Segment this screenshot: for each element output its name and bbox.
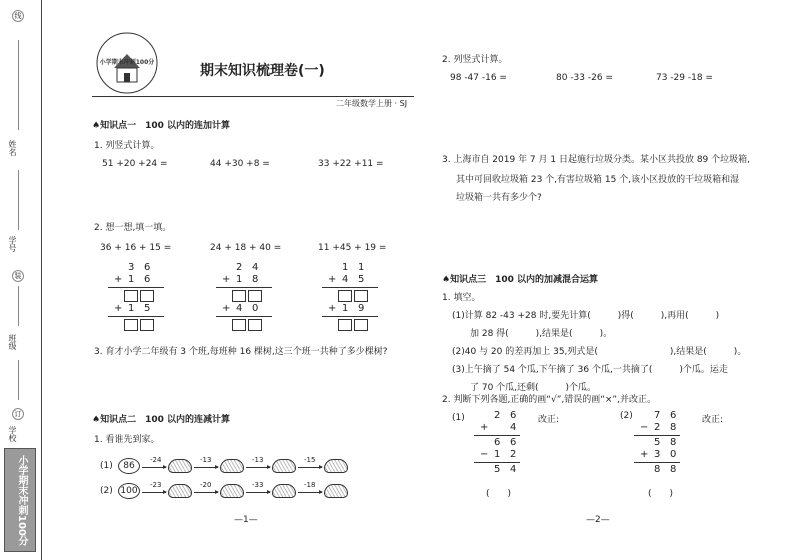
- answer-box[interactable]: [124, 319, 138, 331]
- judge1-answer[interactable]: ( ): [486, 489, 512, 499]
- digit: 1: [342, 303, 349, 314]
- page-subtitle: 二年级数学上册 · SJ: [336, 99, 408, 108]
- label-number: 学号: [8, 236, 17, 252]
- margin-line: [18, 286, 19, 326]
- q1-item-1: 51 +20 +24 =: [102, 159, 168, 169]
- page-title: 期末知识梳理卷(一): [200, 63, 325, 79]
- chain1-arrow: [298, 467, 322, 468]
- digit: 6: [144, 274, 151, 285]
- chain2-arrow: [246, 492, 270, 493]
- hedgehog-box[interactable]: [168, 459, 192, 473]
- chain2-start: 100: [118, 483, 140, 499]
- operator: +: [640, 449, 649, 460]
- judge1-calc: [474, 410, 520, 476]
- q2-item-1: 36 + 16 + 15 =: [100, 243, 172, 253]
- digit: 8: [670, 422, 677, 433]
- digit: 2: [510, 449, 517, 460]
- digit: 8: [654, 464, 661, 475]
- q1-item-3: 33 +22 +11 =: [318, 159, 384, 169]
- chain2-arrow: [298, 492, 322, 493]
- digit: 6: [510, 437, 517, 448]
- page-number-left: —1—: [234, 515, 258, 525]
- digit: 9: [358, 303, 365, 314]
- q2-item-3: 11 +45 + 19 =: [318, 243, 387, 253]
- k2-q1-label: 1. 看谁先到家。: [94, 435, 160, 445]
- logo-text: 小学期末冲刺100分: [99, 59, 155, 66]
- spade-icon: ♠: [92, 415, 101, 425]
- q2-label: 2. 想一想,填一填。: [94, 223, 172, 233]
- digit: 1: [236, 274, 243, 285]
- operator: +: [114, 274, 123, 285]
- fill-3-line1: (3)上午摘了 54 个瓜,下午摘了 36 个瓜,一共摘了( )个瓜。运走: [452, 365, 728, 375]
- hole-mark-1: 装: [12, 270, 24, 282]
- hedgehog-box[interactable]: [220, 459, 244, 473]
- section-knowledge-1: ♠知识点一 100 以内的连加计算: [92, 121, 230, 131]
- digit: 8: [670, 464, 677, 475]
- answer-box[interactable]: [140, 290, 154, 302]
- fill-label: 1. 填空。: [442, 293, 481, 303]
- spade-icon: ♠: [92, 121, 101, 131]
- hedgehog-box[interactable]: [272, 459, 296, 473]
- operator: +: [222, 303, 231, 314]
- digit: 5: [494, 464, 501, 475]
- header-rule: [92, 96, 414, 97]
- digit: 2: [654, 422, 661, 433]
- digit: 0: [252, 303, 259, 314]
- answer-box[interactable]: [232, 319, 246, 331]
- digit: 5: [144, 303, 151, 314]
- operator: −: [640, 422, 649, 433]
- right-q2-item-2: 80 -33 -26 =: [556, 73, 613, 83]
- hedgehog-box[interactable]: [272, 484, 296, 498]
- digit: 6: [144, 262, 151, 273]
- chain2-step-4: -18: [304, 481, 316, 489]
- right-q3-line2: 其中可回收垃圾箱 23 个,有害垃圾箱 15 个,该小区投放的干垃圾箱和湿: [456, 175, 740, 185]
- section-knowledge-3: ♠知识点三 100 以内的加减混合运算: [442, 275, 598, 285]
- digit: 1: [494, 449, 501, 460]
- digit: 6: [494, 437, 501, 448]
- chain1-step-4: -15: [304, 456, 316, 464]
- answer-box[interactable]: [338, 290, 352, 302]
- answer-box[interactable]: [338, 319, 352, 331]
- right-q3-line1: 3. 上海市自 2019 年 7 月 1 日起施行垃圾分类。某小区共投放 89 个垃圾箱,: [442, 155, 751, 165]
- digit: 4: [342, 274, 349, 285]
- chain1-step-3: -13: [252, 456, 264, 464]
- digit: 8: [252, 274, 259, 285]
- operator: +: [328, 303, 337, 314]
- right-q3-line3: 垃圾箱一共有多少个?: [456, 193, 542, 203]
- judge-label: 2. 判断下列各题,正确的画“√”,错误的画“×”,并改正。: [442, 395, 656, 405]
- digit: 0: [670, 449, 677, 460]
- hedgehog-box[interactable]: [324, 484, 348, 498]
- hole-mark-2: 订: [12, 408, 24, 420]
- operator: +: [480, 422, 489, 433]
- chain1-step-1: -24: [150, 456, 162, 464]
- chain2-label: (2): [100, 486, 113, 496]
- digit: 4: [510, 464, 517, 475]
- chain1-start: 86: [118, 458, 140, 474]
- digit: 7: [654, 410, 661, 421]
- hedgehog-box[interactable]: [220, 484, 244, 498]
- logo: [92, 28, 162, 98]
- digit: 3: [128, 262, 135, 273]
- q2-item-2: 24 + 18 + 40 =: [210, 243, 282, 253]
- chain2-arrow: [142, 492, 166, 493]
- operator: +: [328, 274, 337, 285]
- answer-box[interactable]: [124, 290, 138, 302]
- margin-line: [18, 170, 19, 230]
- judge1-fix: 改正:: [538, 415, 560, 425]
- answer-box[interactable]: [354, 290, 368, 302]
- q3-text: 3. 育才小学二年级有 3 个班,每班种 16 棵树,这三个班一共种了多少棵树?: [94, 347, 388, 357]
- digit: 4: [236, 303, 243, 314]
- hedgehog-box[interactable]: [168, 484, 192, 498]
- answer-box[interactable]: [248, 319, 262, 331]
- digit: 5: [654, 437, 661, 448]
- chain2-arrow: [194, 492, 218, 493]
- spade-icon: ♠: [442, 275, 451, 285]
- margin-brand-text: 小学期末冲刺100分: [16, 455, 27, 546]
- chain2-step-1: -23: [150, 481, 162, 489]
- judge2-label: (2): [620, 411, 633, 421]
- judge2-answer[interactable]: ( ): [648, 489, 674, 499]
- operator: +: [114, 303, 123, 314]
- answer-box[interactable]: [354, 319, 368, 331]
- judge1-label: (1): [452, 413, 465, 423]
- chain2-step-2: -20: [200, 481, 212, 489]
- answer-box[interactable]: [232, 290, 246, 302]
- vertical-calc-3: [322, 262, 378, 332]
- digit: 1: [128, 303, 135, 314]
- answer-box[interactable]: [248, 290, 262, 302]
- digit: 6: [670, 410, 677, 421]
- fill-3-line2: 了 70 个瓜,还剩( )个瓜。: [470, 383, 597, 393]
- judge2-fix: 改正:: [702, 415, 724, 425]
- hole-mark-3: 线: [12, 10, 24, 22]
- vertical-calc-1: [108, 262, 164, 332]
- section-knowledge-2: ♠知识点二 100 以内的连减计算: [92, 415, 230, 425]
- chain1-step-2: -13: [200, 456, 212, 464]
- digit: 5: [358, 274, 365, 285]
- label-school: 学校: [8, 426, 17, 442]
- digit: 4: [252, 262, 259, 273]
- chain1-arrow: [194, 467, 218, 468]
- margin-brand-box: [4, 448, 36, 552]
- binding-margin: [0, 0, 42, 560]
- right-q2-label: 2. 列竖式计算。: [442, 55, 508, 65]
- judge2-calc: [634, 410, 680, 476]
- fill-1-line1: (1)计算 82 -43 +28 时,要先计算( )得( ),再用( ): [452, 311, 720, 321]
- operator: +: [222, 274, 231, 285]
- digit: 4: [510, 422, 517, 433]
- digit: 8: [670, 437, 677, 448]
- fill-2-line: (2)40 与 20 的差再加上 35,列式是( ),结果是( )。: [452, 347, 747, 357]
- digit: 2: [236, 262, 243, 273]
- digit: 1: [358, 262, 365, 273]
- chain1-label: (1): [100, 461, 113, 471]
- right-q2-item-1: 98 -47 -16 =: [450, 73, 507, 83]
- digit: 2: [494, 410, 501, 421]
- digit: 1: [342, 262, 349, 273]
- digit: 3: [654, 449, 661, 460]
- hedgehog-box[interactable]: [324, 459, 348, 473]
- operator: −: [480, 449, 489, 460]
- digit: 1: [128, 274, 135, 285]
- digit: 6: [510, 410, 517, 421]
- page-number-right: —2—: [586, 515, 610, 525]
- answer-box[interactable]: [140, 319, 154, 331]
- margin-line: [18, 360, 19, 400]
- vertical-calc-2: [216, 262, 272, 332]
- chain2-step-3: -33: [252, 481, 264, 489]
- fill-1-line2: 加 28 得( ),结果是( )。: [470, 329, 613, 339]
- right-q2-item-3: 73 -29 -18 =: [656, 73, 713, 83]
- margin-line: [18, 40, 19, 130]
- label-name: 姓名: [8, 140, 17, 156]
- label-class: 班级: [8, 334, 17, 350]
- chain1-arrow: [246, 467, 270, 468]
- q1-item-2: 44 +30 +8 =: [210, 159, 270, 169]
- chain1-arrow: [142, 467, 166, 468]
- q1-label: 1. 列竖式计算。: [94, 141, 160, 151]
